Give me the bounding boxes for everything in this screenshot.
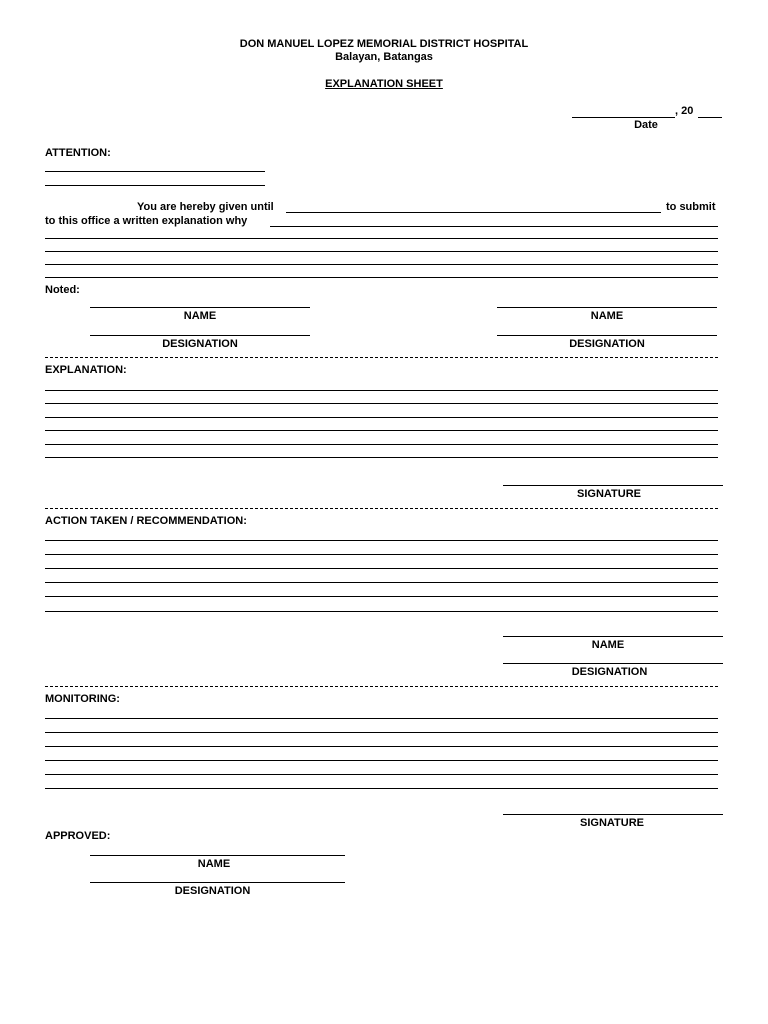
noted-right-designation-label: DESIGNATION [569,338,645,350]
noted-label: Noted: [45,284,80,296]
attention-label: ATTENTION: [45,147,111,159]
reason-line-2[interactable] [45,238,718,239]
action-line-3[interactable] [45,568,718,569]
monitoring-line-6[interactable] [45,788,718,789]
reason-line-1[interactable] [270,226,718,227]
approved-designation-line[interactable] [90,882,345,883]
explanation-signature-label: SIGNATURE [577,488,641,500]
section-divider [45,357,718,358]
explanation-line-5[interactable] [45,444,718,445]
monitoring-line-2[interactable] [45,732,718,733]
notice-text-after: to submit [666,201,716,213]
action-line-5[interactable] [45,596,718,597]
monitoring-signature-label: SIGNATURE [580,817,644,829]
year-blank-line[interactable] [698,117,722,118]
explanation-signature-line[interactable] [503,485,723,486]
monitoring-label: MONITORING: [45,693,120,705]
noted-right-name-line[interactable] [497,307,717,308]
hospital-name: DON MANUEL LOPEZ MEMORIAL DISTRICT HOSPITAL [239,38,529,50]
deadline-blank-line[interactable] [286,212,661,213]
section-divider [45,686,718,687]
monitoring-line-1[interactable] [45,718,718,719]
monitoring-line-4[interactable] [45,760,718,761]
noted-left-designation-line[interactable] [90,335,310,336]
attention-line-2[interactable] [45,185,265,186]
section-divider [45,508,718,509]
monitoring-line-5[interactable] [45,774,718,775]
approved-label: APPROVED: [45,830,111,842]
action-line-2[interactable] [45,554,718,555]
explanation-label: EXPLANATION: [45,364,127,376]
noted-left-name-label: NAME [183,310,217,322]
notice-line-2: to this office a written explanation why [45,215,248,227]
action-line-6[interactable] [45,611,718,612]
reason-line-4[interactable] [45,264,718,265]
action-line-1[interactable] [45,540,718,541]
hospital-location: Balayan, Batangas [335,51,433,63]
monitoring-signature-line[interactable] [503,814,723,815]
approved-name-line[interactable] [90,855,345,856]
action-designation-label: DESIGNATION [571,666,648,678]
action-designation-line[interactable] [503,663,723,664]
noted-right-name-label: NAME [590,310,624,322]
action-line-4[interactable] [45,582,718,583]
explanation-line-1[interactable] [45,390,718,391]
date-label: Date [634,119,658,131]
approved-name-label: NAME [197,858,231,870]
noted-left-designation-label: DESIGNATION [162,338,238,350]
form-title: EXPLANATION SHEET [325,78,443,90]
action-label: ACTION TAKEN / RECOMMENDATION: [45,515,247,527]
noted-right-designation-line[interactable] [497,335,717,336]
action-name-line[interactable] [503,636,723,637]
action-name-label: NAME [591,639,625,651]
reason-line-3[interactable] [45,251,718,252]
date-blank-line[interactable] [572,117,675,118]
explanation-line-2[interactable] [45,403,718,404]
monitoring-line-3[interactable] [45,746,718,747]
reason-line-5[interactable] [45,277,718,278]
date-year-prefix: , 20 [675,105,694,117]
explanation-line-4[interactable] [45,430,718,431]
noted-left-name-line[interactable] [90,307,310,308]
notice-text-before: You are hereby given until [137,201,274,213]
approved-designation-label: DESIGNATION [174,885,251,897]
explanation-line-3[interactable] [45,417,718,418]
explanation-line-6[interactable] [45,457,718,458]
attention-line-1[interactable] [45,171,265,172]
